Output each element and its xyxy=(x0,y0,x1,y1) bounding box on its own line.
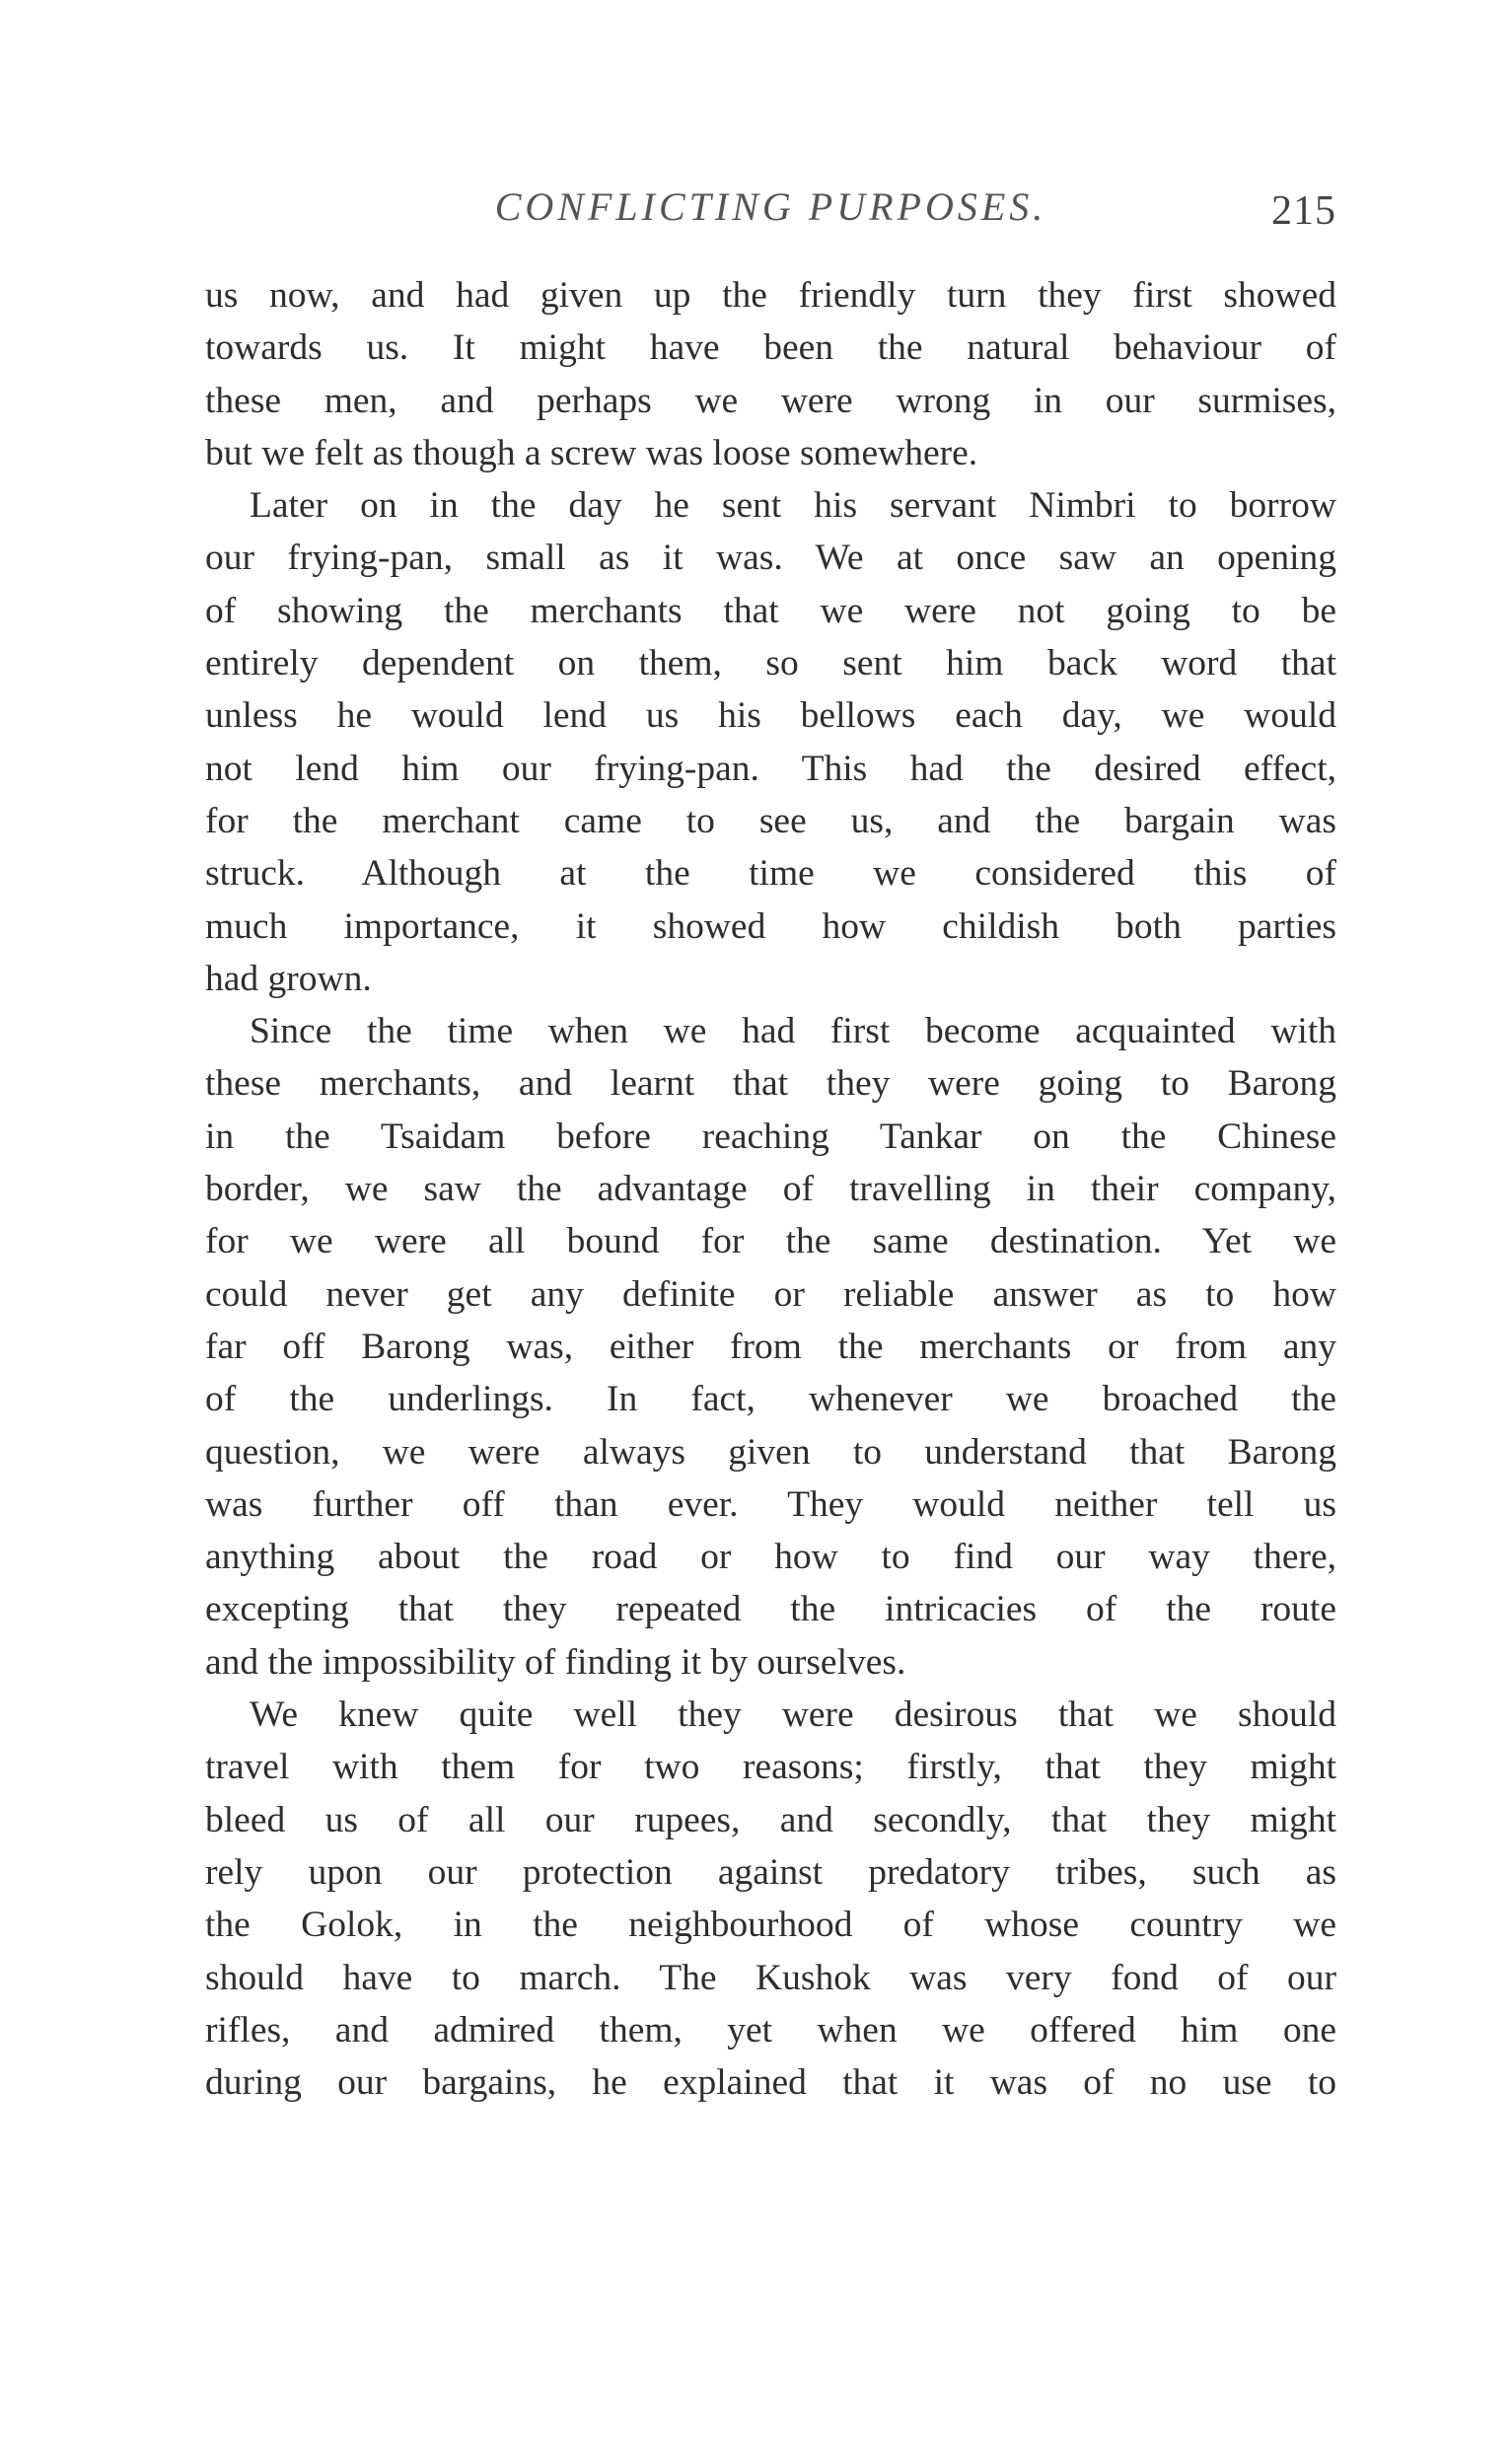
text-line: should have to march. The Kushok was very fond of our xyxy=(205,1957,1336,1998)
paragraph-first-line: Since the time when we had first become acquainted with xyxy=(250,1011,1336,1052)
running-title: CONFLICTING PURPOSES. xyxy=(494,184,1047,229)
text-line: question, we were always given to understand that Barong xyxy=(205,1431,1336,1473)
text-line: excepting that they repeated the intricacies of the route xyxy=(205,1589,1336,1630)
text-line: not lend him our frying-pan. This had the desired effect, xyxy=(205,748,1336,789)
body-text xyxy=(205,269,1336,2109)
text-line: for the merchant came to see us, and the bargain was xyxy=(205,800,1336,841)
text-line: of showing the merchants that we were not going to be xyxy=(205,590,1336,631)
text-line: in the Tsaidam before reaching Tankar on the Chinese xyxy=(205,1116,1336,1157)
text-line: entirely dependent on them, so sent him back word that xyxy=(205,643,1336,684)
text-line: far off Barong was, either from the merchants or from any xyxy=(205,1326,1336,1367)
text-line: travel with them for two reasons; firstly, that they might xyxy=(205,1747,1336,1788)
text-line: could never get any definite or reliable answer as to how xyxy=(205,1273,1336,1315)
text-line: rely upon our protection against predatory tribes, such as xyxy=(205,1851,1336,1893)
text-line: had grown. xyxy=(205,958,372,999)
text-line: and the impossibility of finding it by ourselves. xyxy=(205,1641,906,1683)
text-line: the Golok, in the neighbourhood of whose country we xyxy=(205,1905,1336,1946)
text-line: bleed us of all our rupees, and secondly, that they might xyxy=(205,1799,1336,1840)
paragraph-first-line: Later on in the day he sent his servant Nimbri to borrow xyxy=(250,485,1336,527)
text-line: us now, and had given up the friendly turn they first showed xyxy=(205,275,1336,316)
text-line: during our bargains, he explained that it was of no use to xyxy=(205,2062,1336,2104)
text-line: for we were all bound for the same destination. Yet we xyxy=(205,1221,1336,1262)
running-head xyxy=(205,183,1336,243)
text-line: our frying-pan, small as it was. We at once saw an opening xyxy=(205,538,1336,579)
text-line: but we felt as though a screw was loose somewhere. xyxy=(205,432,978,473)
text-line: struck. Although at the time we considered this of xyxy=(205,853,1336,895)
text-line: anything about the road or how to find our way there, xyxy=(205,1537,1336,1578)
text-line: border, we saw the advantage of travelling in their company, xyxy=(205,1169,1336,1210)
text-line: these men, and perhaps we were wrong in our surmises, xyxy=(205,380,1336,421)
page-number: 215 xyxy=(1271,188,1336,234)
text-line: much importance, it showed how childish both parties xyxy=(205,905,1336,947)
text-line: these merchants, and learnt that they were going to Barong xyxy=(205,1063,1336,1105)
paragraph-first-line: We knew quite well they were desirous that we should xyxy=(250,1694,1336,1736)
text-line: unless he would lend us his bellows each day, we would xyxy=(205,695,1336,737)
text-line: rifles, and admired them, yet when we offered him one xyxy=(205,2009,1336,2051)
text-line: was further off than ever. They would neither tell us xyxy=(205,1483,1336,1525)
text-line: towards us. It might have been the natural behaviour of xyxy=(205,327,1336,369)
text-line: of the underlings. In fact, whenever we broached the xyxy=(205,1379,1336,1420)
